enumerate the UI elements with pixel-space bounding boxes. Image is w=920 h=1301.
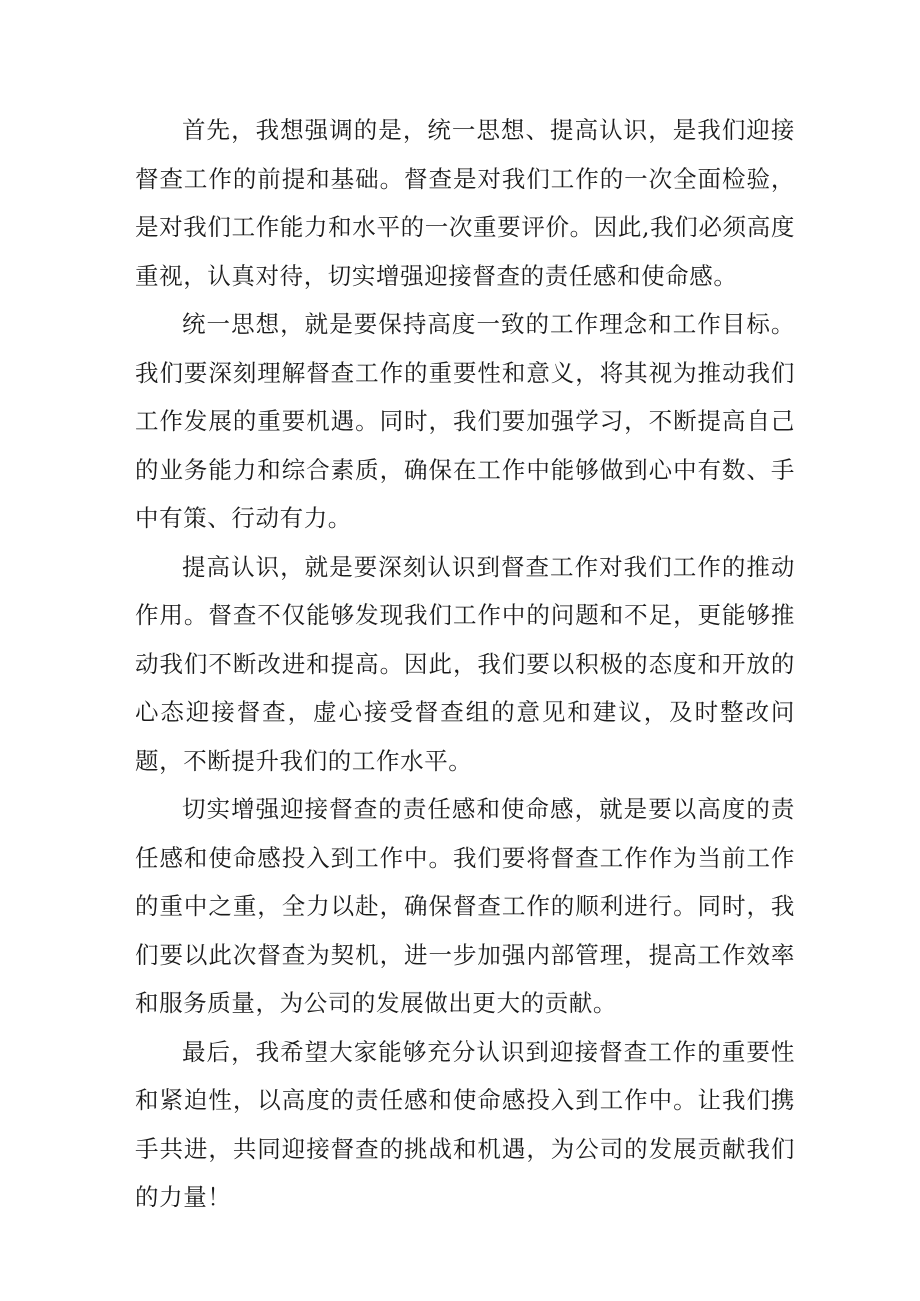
- paragraph: 统一思想，就是要保持高度一致的工作理念和工作目标。我们要深刻理解督查工作的重要性和意义，将其视为推动我们工作发展的重要机遇。同时，我们要加强学习，不断提高自己的业务能力和综合素质，确保在工作中能够做到心中有数、手中有策、行动有力。: [135, 310, 795, 532]
- paragraph: 最后，我希望大家能够充分认识到迎接督查工作的重要性和紧迫性，以高度的责任感和使命感投入到工作中。让我们携手共进，共同迎接督查的挑战和机遇，为公司的发展贡献我们的力量！: [135, 1037, 795, 1211]
- paragraph: 首先，我想强调的是，统一思想、提高认识，是我们迎接督查工作的前提和基础。督查是对我们工作的一次全面检验，是对我们工作能力和水平的一次重要评价。因此,我们必须高度重视，认真对待，切实增强迎接督查的责任感和使命感。: [135, 116, 795, 290]
- paragraph: 提高认识，就是要深刻认识到督查工作对我们工作的推动作用。督查不仅能够发现我们工作中的问题和不足，更能够推动我们不断改进和提高。因此，我们要以积极的态度和开放的心态迎接督查，虚心接受督查组的意见和建议，及时整改问题，不断提升我们的工作水平。: [135, 552, 795, 775]
- paragraph: 切实增强迎接督查的责任感和使命感，就是要以高度的责任感和使命感投入到工作中。我们要将督查工作作为当前工作的重中之重，全力以赴，确保督查工作的顺利进行。同时，我们要以此次督查为契机，进一步加强内部管理，提高工作效率和服务质量，为公司的发展做出更大的贡献。: [135, 795, 795, 1017]
- document-body: [135, 106, 795, 1222]
